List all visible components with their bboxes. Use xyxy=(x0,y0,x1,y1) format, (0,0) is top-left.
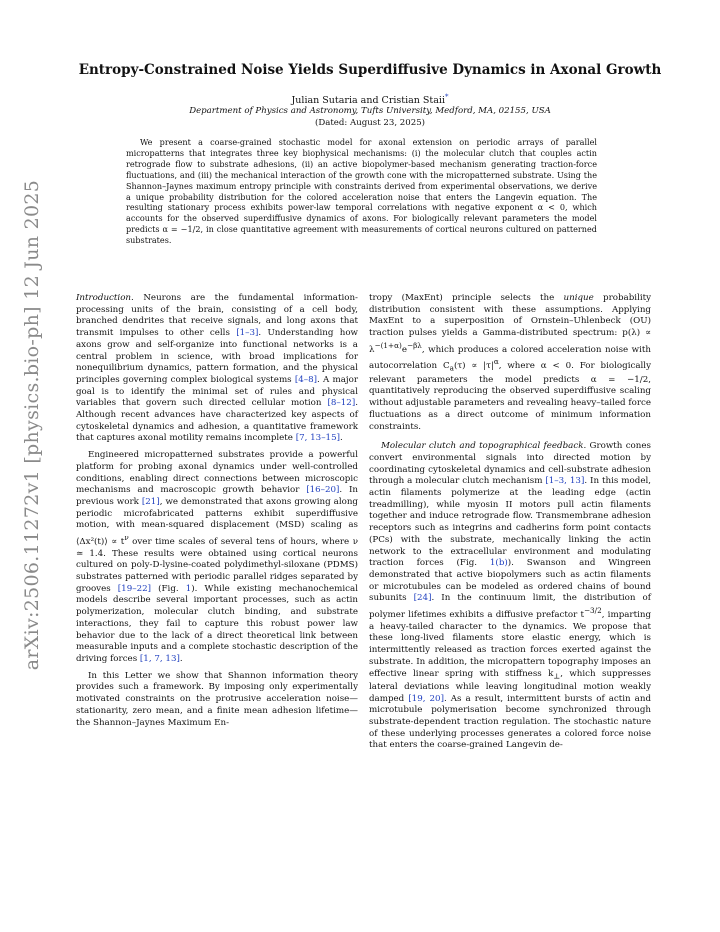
left-column xyxy=(76,293,358,734)
citation-link[interactable]: [4–8] xyxy=(294,374,318,385)
text-run: over time scales of several tens of hours, where ν ≃ 1.4. These results were obtained using cortical neurons cultured on poly-D-lysine-coated polydimethyl-siloxane (PDMS) substrates patterned with periodic parallel ridges separated by grooves xyxy=(76,536,358,594)
text-run: . A major goal is to identify the minimal set of rules and physical variables that govern such directed cellular motion xyxy=(76,374,358,409)
citation-link[interactable]: [19, 20] xyxy=(408,693,444,704)
text-run: (τ) ∝ |τ| xyxy=(453,361,494,372)
text-run: (Fig. xyxy=(151,583,186,594)
text-run: . Although recent advances have characterized key aspects of cytoskeletal dynamics and adhesion, a quantitative framework that captures axonal motility remains incomplete xyxy=(76,398,358,444)
text-run: Engineered micropatterned substrates provide a powerful platform for probing axonal dynamics under well-controlled conditions, enabling direct connections between microscopic mechanisms and macroscopic growth behavior xyxy=(76,450,358,496)
affiliation: Department of Physics and Astronomy, Tufts University, Medford, MA, 02155, USA xyxy=(189,106,551,116)
text-run: , which suppresses lateral deviations while leaving longitudinal motion weakly damped xyxy=(369,668,651,704)
corresponding-author-mark[interactable]: * xyxy=(445,93,449,101)
citation-link[interactable]: [8–12] xyxy=(327,398,356,409)
citation-link[interactable]: [24] xyxy=(413,593,432,604)
citation-link[interactable]: [7, 13–15] xyxy=(295,433,340,444)
text-run: probability distribution consistent with these assumptions. Applying MaxEnt to a superposition of Ornstein–Uhlenbeck (OU) traction pulses yields a Gamma-distributed spectrum: p(λ) ∝ λ xyxy=(369,293,651,355)
figure-link[interactable]: 1(b) xyxy=(489,558,508,569)
section-heading-introduction: Introduction. xyxy=(76,293,134,303)
exponent: −3/2 xyxy=(583,606,602,616)
author-names: Julian Sutaria and Cristian Staii xyxy=(291,95,445,107)
text-run: . xyxy=(340,433,343,444)
exponent: −βλ xyxy=(407,340,422,350)
dated-line: (Dated: August 23, 2025) xyxy=(314,118,426,128)
exponent: −(1+α) xyxy=(374,340,402,350)
citation-link[interactable]: [21] xyxy=(141,496,160,507)
text-run: . In the continuum limit, the distribution of polymer lifetimes exhibits a diffusive prefactor t xyxy=(369,593,651,620)
text-run: e xyxy=(401,344,407,355)
author-line xyxy=(70,93,670,106)
text-run: . As a result, intermittent bursts of actin and microtubule polymerisation become synchronized through substrate-dependent traction regulation. The stochastic nature of these underlying processes generates a colored force noise that enters the coarse-grained Langevin de- xyxy=(369,693,652,751)
exponent: ν xyxy=(124,533,129,543)
citation-link[interactable]: [1–3, 13] xyxy=(545,476,585,487)
subscript: a xyxy=(449,364,454,374)
figure-link[interactable]: 1 xyxy=(185,583,192,594)
right-column xyxy=(369,293,651,757)
paragraph-introduction xyxy=(76,293,358,445)
text-run: . Understanding how axons grow and self-organize into functional networks is a central problem in science, with broad implications for nonequilibrium dynamics, pattern formation, and the physical principles governing complex biological systems xyxy=(76,328,358,385)
citation-link[interactable]: [1, 7, 13] xyxy=(139,653,180,664)
arxiv-sidebar xyxy=(14,179,50,671)
text-run: , where α < 0. For biologically relevant parameters the model predicts α = −1/2, quantitatively reproducing the observed superdiffusive scaling without adjustable parameters and revealing heavy–tailed force fluctuations as a direct outcome of minimum information constraints. xyxy=(369,361,651,432)
text-run: ). While existing mechanochemical models describe several important processes, such as actin polymerization, molecular clutch binding, and substrate interactions, they fail to capture this robust power law behavior due to the lack of a direct theoretical link between measurable inputs and a complete stochastic description of the driving forces xyxy=(76,583,358,664)
text-run: , we demonstrated that axons growing along periodic microfabricated patterns exhibit superdiffusive motion, with mean-squared displacement (MSD) scaling as ⟨Δx²(t)⟩ ∝ t xyxy=(76,496,358,547)
text-run: Growth cones convert environmental signals into directed motion by coordinating cytoskeletal dynamics and cell-substrate adhesion through a molecular clutch mechanism xyxy=(369,441,651,487)
text-run: . In this model, actin filaments polymerize at the leading edge (actin treadmilling), while myosin II motors pull actin filaments together and induce retrograde flow. Transmembrane adhesion receptors such as integrins and cadherins form point contacts (PCs) with the substrate, mechanically linking the actin network to the extracellular environment and modulating traction forces (Fig. xyxy=(369,476,652,569)
citation-link[interactable]: [16–20] xyxy=(306,485,340,496)
abstract: We present a coarse-grained stochastic model for axonal extension on periodic arrays of parallel micropatterns that integrates three key biophysical mechanisms: (i) the molecular clutch that couples actin retrograde flow to substrate adhesions, (ii) an active biopolymer-based mechanism generating traction-force fluctuations, and (iii) the mechanical interaction of the growth cone with the micropatterned substrate. Using the Shannon–Jaynes maximum entropy principle with constraints derived from experimental observations, we derive a unique probability distribution for the colored acceleration noise that enters the Langevin equation. The resulting stationary process exhibits power-law temporal correlations with negative exponent α < 0, which accounts for the observed superdiffusive dynamics of axons. For biologically relevant parameters the model predicts α = −1/2, in close quantitative agreement with measurements of cortical neurons cultured on patterned substrates. xyxy=(126,137,597,246)
paragraph-maxent xyxy=(369,293,651,433)
text-run: ). Swanson and Wingreen demonstrated that active biopolymers such as actin filaments or microtubules can be modeled as ordered chains of bound subunits xyxy=(369,558,651,604)
text-run: . In previous work xyxy=(76,485,358,507)
text-run: , imparting a heavy-tailed character to the dynamics. We propose that these long-lived filaments store elastic energy, which is intermittently released as traction forces exerted against the substrate. In addition, the micropattern topography imposes an effective linear spring with stiffness k xyxy=(369,609,652,679)
paper-title: Entropy-Constrained Noise Yields Superdiffusive Dynamics in Axonal Growth xyxy=(78,62,662,78)
text-run: tropy (MaxEnt) principle selects the xyxy=(369,293,564,303)
paragraph-molecular-clutch xyxy=(369,441,651,752)
exponent: α xyxy=(493,357,499,367)
paragraph-micropatterns xyxy=(76,450,358,666)
citation-link[interactable]: [19–22] xyxy=(117,583,152,594)
citation-link[interactable]: [1–3] xyxy=(236,328,259,339)
subscript: ⊥ xyxy=(553,671,561,681)
arxiv-identifier: arXiv:2506.11272v1 [physics.bio-ph] 12 Jun 2025 xyxy=(21,179,43,671)
text-run: , which produces a colored acceleration noise with autocorrelation C xyxy=(369,344,651,372)
paragraph-this-letter: In this Letter we show that Shannon information theory provides such a framework. By imposing only experimentally motivated constraints on the protrusive acceleration noise—stationarity, zero mean, and a finite mean adhesion lifetime—the Shannon–Jaynes Maximum En- xyxy=(76,670,358,728)
text-run: . xyxy=(179,653,183,664)
text-run: Neurons are the fundamental information-processing units of the brain, consisting of a cell body, branched dendrites that receive signals, and long axons that transmit impulses to other cells xyxy=(76,293,358,339)
emphasis: unique xyxy=(563,293,594,303)
section-heading-molecular-clutch: Molecular clutch and topographical feedback. xyxy=(381,441,587,452)
